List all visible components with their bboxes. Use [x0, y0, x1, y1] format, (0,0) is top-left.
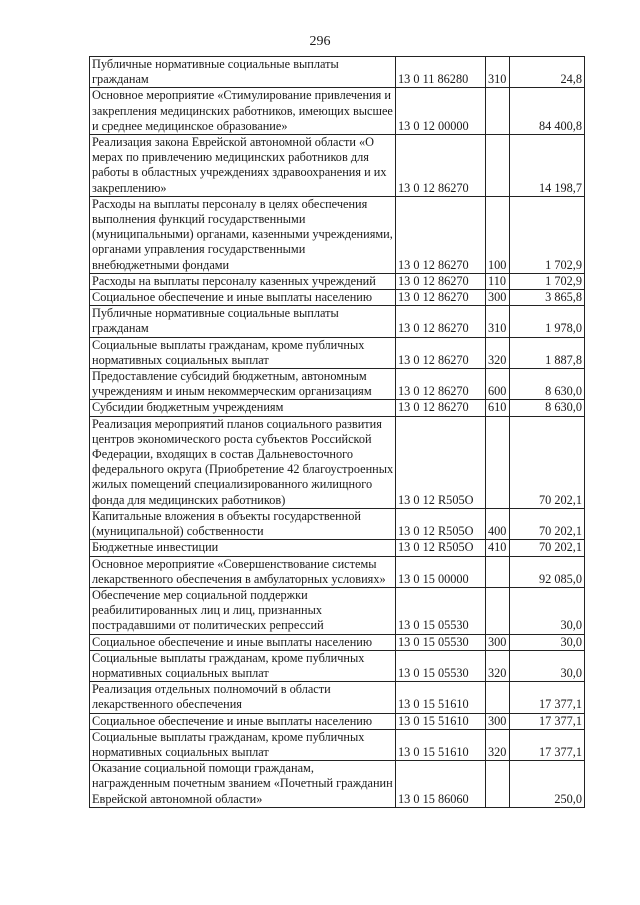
row-name-cell: Социальные выплаты гражданам, кроме публичных нормативных социальных выплат [90, 337, 396, 368]
row-name-cell: Основное мероприятие «Совершенствование системы лекарственного обеспечения в амбулаторных условиях» [90, 556, 396, 587]
row-name-cell: Обеспечение мер социальной поддержки реабилитированных лиц и лиц, признанных пострадавшими от политических репрессий [90, 587, 396, 634]
table-row [90, 634, 585, 650]
table-row [90, 587, 585, 634]
row-type-cell: 300 [486, 634, 510, 650]
table-row [90, 729, 585, 760]
row-type-cell: 100 [486, 196, 510, 273]
row-code-cell: 13 0 15 00000 [396, 556, 486, 587]
row-amount-cell: 70 202,1 [510, 508, 585, 539]
budget-table [89, 56, 585, 808]
row-name-cell: Социальное обеспечение и иные выплаты населению [90, 634, 396, 650]
table-row [90, 508, 585, 539]
row-amount-cell: 250,0 [510, 761, 585, 808]
row-code-cell: 13 0 12 86270 [396, 306, 486, 337]
row-type-cell [486, 135, 510, 197]
table-row [90, 713, 585, 729]
row-code-cell: 13 0 12 86270 [396, 196, 486, 273]
row-type-cell [486, 556, 510, 587]
row-amount-cell: 1 702,9 [510, 273, 585, 289]
row-name-cell: Публичные нормативные социальные выплаты гражданам [90, 306, 396, 337]
row-name-cell: Социальные выплаты гражданам, кроме публичных нормативных социальных выплат [90, 729, 396, 760]
row-code-cell: 13 0 12 86270 [396, 290, 486, 306]
row-type-cell: 320 [486, 650, 510, 681]
row-code-cell: 13 0 15 51610 [396, 729, 486, 760]
table-row [90, 306, 585, 337]
row-code-cell: 13 0 12 00000 [396, 88, 486, 135]
table-row [90, 290, 585, 306]
row-type-cell: 410 [486, 540, 510, 556]
row-amount-cell: 30,0 [510, 587, 585, 634]
row-type-cell: 320 [486, 729, 510, 760]
row-amount-cell: 1 702,9 [510, 196, 585, 273]
row-type-cell: 600 [486, 369, 510, 400]
row-code-cell: 13 0 11 86280 [396, 57, 486, 88]
row-name-cell: Оказание социальной помощи гражданам, награжденным почетным званием «Почетный гражданин Еврейской автономной области» [90, 761, 396, 808]
row-amount-cell: 84 400,8 [510, 88, 585, 135]
table-row [90, 540, 585, 556]
row-type-cell: 400 [486, 508, 510, 539]
row-code-cell: 13 0 12 R505О [396, 540, 486, 556]
table-row [90, 88, 585, 135]
row-name-cell: Расходы на выплаты персоналу казенных учреждений [90, 273, 396, 289]
row-amount-cell: 8 630,0 [510, 400, 585, 416]
table-row [90, 650, 585, 681]
row-type-cell: 320 [486, 337, 510, 368]
table-row [90, 337, 585, 368]
row-amount-cell: 30,0 [510, 634, 585, 650]
row-code-cell: 13 0 12 86270 [396, 135, 486, 197]
row-code-cell: 13 0 15 51610 [396, 682, 486, 713]
row-name-cell: Основное мероприятие «Стимулирование привлечения и закрепления медицинских работников, имеющих высшее и среднее медицинское образование» [90, 88, 396, 135]
row-type-cell [486, 761, 510, 808]
row-amount-cell: 24,8 [510, 57, 585, 88]
row-code-cell: 13 0 15 51610 [396, 713, 486, 729]
row-code-cell: 13 0 15 05530 [396, 634, 486, 650]
table-row [90, 273, 585, 289]
row-amount-cell: 30,0 [510, 650, 585, 681]
row-amount-cell: 92 085,0 [510, 556, 585, 587]
row-name-cell: Реализация отдельных полномочий в области лекарственного обеспечения [90, 682, 396, 713]
table-row [90, 556, 585, 587]
row-type-cell [486, 88, 510, 135]
page-number: 296 [309, 34, 331, 49]
row-name-cell: Предоставление субсидий бюджетным, автономным учреждениям и иным некоммерческим организациям [90, 369, 396, 400]
row-type-cell [486, 587, 510, 634]
table-row [90, 682, 585, 713]
row-type-cell: 610 [486, 400, 510, 416]
row-amount-cell: 17 377,1 [510, 713, 585, 729]
row-amount-cell: 1 978,0 [510, 306, 585, 337]
row-code-cell: 13 0 12 86270 [396, 369, 486, 400]
row-name-cell: Субсидии бюджетным учреждениям [90, 400, 396, 416]
table-row [90, 57, 585, 88]
row-amount-cell: 17 377,1 [510, 682, 585, 713]
budget-table-body [90, 57, 585, 808]
row-name-cell: Расходы на выплаты персоналу в целях обеспечения выполнения функций государственными (муниципальными) органами, казенными учреждениями, органами управления государственными внебюджетными фондами [90, 196, 396, 273]
table-row [90, 416, 585, 508]
row-type-cell: 310 [486, 57, 510, 88]
table-row [90, 135, 585, 197]
row-name-cell: Бюджетные инвестиции [90, 540, 396, 556]
row-code-cell: 13 0 12 86270 [396, 400, 486, 416]
row-name-cell: Социальное обеспечение и иные выплаты населению [90, 290, 396, 306]
row-code-cell: 13 0 12 R505О [396, 416, 486, 508]
row-amount-cell: 70 202,1 [510, 540, 585, 556]
row-amount-cell: 3 865,8 [510, 290, 585, 306]
row-amount-cell: 17 377,1 [510, 729, 585, 760]
table-row [90, 761, 585, 808]
row-code-cell: 13 0 15 05530 [396, 650, 486, 681]
row-name-cell: Социальные выплаты гражданам, кроме публичных нормативных социальных выплат [90, 650, 396, 681]
row-type-cell: 300 [486, 290, 510, 306]
row-code-cell: 13 0 15 86060 [396, 761, 486, 808]
table-row [90, 369, 585, 400]
row-name-cell: Социальное обеспечение и иные выплаты населению [90, 713, 396, 729]
row-name-cell: Реализация закона Еврейской автономной области «О мерах по привлечению медицинских работников для работы в областных учреждениях здравоохранения и их закреплению» [90, 135, 396, 197]
row-code-cell: 13 0 12 86270 [396, 337, 486, 368]
row-type-cell: 300 [486, 713, 510, 729]
row-amount-cell: 1 887,8 [510, 337, 585, 368]
row-code-cell: 13 0 12 R505О [396, 508, 486, 539]
table-row [90, 400, 585, 416]
row-name-cell: Реализация мероприятий планов социального развития центров экономического роста субъектов Российской Федерации, входящих в состав Дальневосточного федерального округа (Приобретение 42 благоустроенных жилых помещений специализированного жилищного фонда для медицинских работников) [90, 416, 396, 508]
row-amount-cell: 14 198,7 [510, 135, 585, 197]
table-row [90, 196, 585, 273]
row-type-cell [486, 416, 510, 508]
row-name-cell: Публичные нормативные социальные выплаты гражданам [90, 57, 396, 88]
row-type-cell [486, 682, 510, 713]
row-name-cell: Капитальные вложения в объекты государственной (муниципальной) собственности [90, 508, 396, 539]
row-amount-cell: 8 630,0 [510, 369, 585, 400]
row-code-cell: 13 0 15 05530 [396, 587, 486, 634]
row-type-cell: 310 [486, 306, 510, 337]
row-type-cell: 110 [486, 273, 510, 289]
row-amount-cell: 70 202,1 [510, 416, 585, 508]
row-code-cell: 13 0 12 86270 [396, 273, 486, 289]
